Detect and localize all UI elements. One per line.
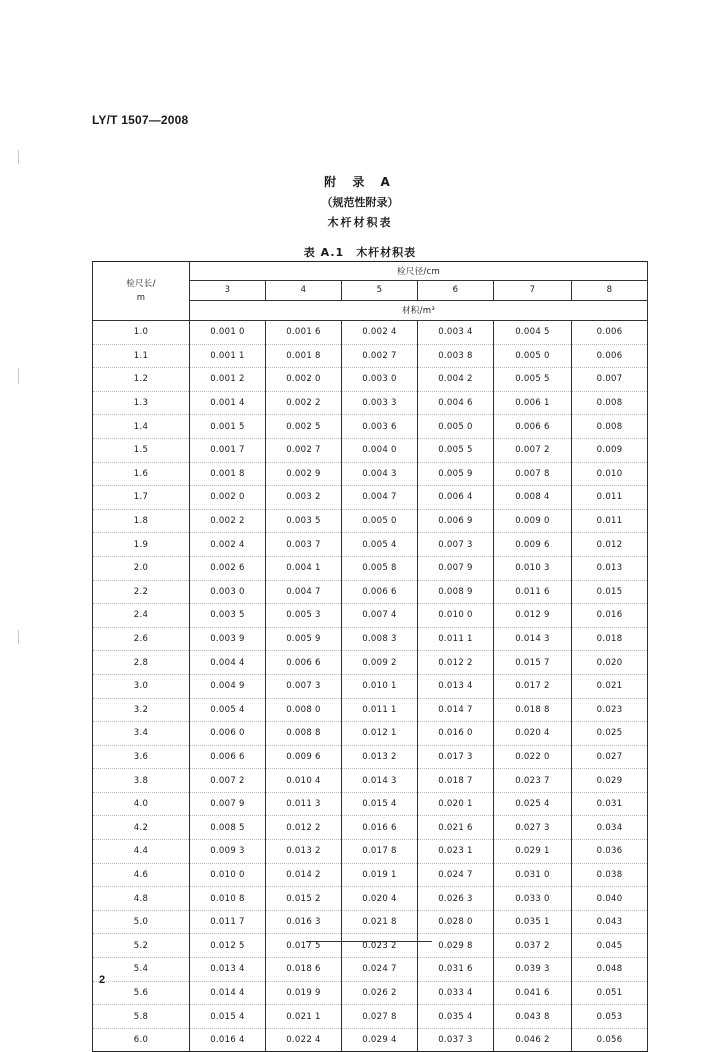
- volume-cell: 0.011 1: [342, 698, 418, 722]
- length-cell: 1.8: [93, 509, 190, 533]
- volume-cell: 0.039 3: [494, 958, 572, 982]
- scan-edge-mark: [18, 630, 19, 644]
- volume-cell: 0.037 3: [418, 1028, 494, 1052]
- volume-cell: 0.013 2: [266, 840, 342, 864]
- volume-cell: 0.020 4: [494, 722, 572, 746]
- table-row: [93, 651, 648, 675]
- volume-cell: 0.001 5: [190, 415, 266, 439]
- volume-cell: 0.015 4: [190, 1005, 266, 1029]
- footnote-rule: [306, 941, 432, 942]
- volume-cell: 0.007 3: [266, 674, 342, 698]
- diameter-col-header: 4: [266, 281, 342, 300]
- volume-cell: 0.022 0: [494, 745, 572, 769]
- volume-cell: 0.004 0: [342, 438, 418, 462]
- table-row: [93, 533, 648, 557]
- diameter-header: 检尺径/cm: [190, 262, 648, 281]
- volume-cell: 0.001 0: [190, 321, 266, 345]
- volume-cell: 0.025 4: [494, 792, 572, 816]
- volume-cell: 0.010 4: [266, 769, 342, 793]
- volume-cell: 0.040: [572, 887, 648, 911]
- volume-cell: 0.012 1: [342, 722, 418, 746]
- volume-cell: 0.001 8: [266, 344, 342, 368]
- volume-cell: 0.003 8: [418, 344, 494, 368]
- volume-cell: 0.015: [572, 580, 648, 604]
- table-row: [93, 792, 648, 816]
- volume-cell: 0.007 2: [494, 438, 572, 462]
- table-row: [93, 840, 648, 864]
- volume-cell: 0.002 0: [266, 368, 342, 392]
- table-row: [93, 698, 648, 722]
- volume-cell: 0.009 2: [342, 651, 418, 675]
- volume-cell: 0.021: [572, 674, 648, 698]
- table-row: [93, 674, 648, 698]
- volume-cell: 0.013 4: [190, 958, 266, 982]
- volume-cell: 0.014 3: [342, 769, 418, 793]
- volume-cell: 0.001 2: [190, 368, 266, 392]
- volume-table: [92, 261, 648, 1052]
- length-cell: 3.2: [93, 698, 190, 722]
- volume-cell: 0.021 6: [418, 816, 494, 840]
- volume-cell: 0.025: [572, 722, 648, 746]
- volume-cell: 0.010 0: [418, 604, 494, 628]
- table-row: [93, 863, 648, 887]
- table-row: [93, 1028, 648, 1052]
- volume-cell: 0.009 6: [494, 533, 572, 557]
- volume-cell: 0.003 2: [266, 486, 342, 510]
- volume-cell: 0.011 6: [494, 580, 572, 604]
- volume-cell: 0.029 4: [342, 1028, 418, 1052]
- volume-cell: 0.038: [572, 863, 648, 887]
- volume-cell: 0.006 6: [190, 745, 266, 769]
- volume-cell: 0.006 1: [494, 391, 572, 415]
- volume-cell: 0.008: [572, 391, 648, 415]
- table-row: [93, 391, 648, 415]
- volume-cell: 0.020 4: [342, 887, 418, 911]
- volume-cell: 0.004 3: [342, 462, 418, 486]
- volume-cell: 0.023 7: [494, 769, 572, 793]
- volume-cell: 0.023 2: [342, 934, 418, 958]
- annex-name: 木杆材积表: [327, 216, 393, 229]
- volume-cell: 0.012 5: [190, 934, 266, 958]
- length-cell: 2.4: [93, 604, 190, 628]
- volume-cell: 0.003 6: [342, 415, 418, 439]
- table-row: [93, 556, 648, 580]
- volume-cell: 0.033 4: [418, 981, 494, 1005]
- volume-cell: 0.008 4: [494, 486, 572, 510]
- diameter-col-header: 3: [190, 281, 266, 300]
- table-row: [93, 415, 648, 439]
- length-cell: 4.0: [93, 792, 190, 816]
- volume-cell: 0.016 3: [266, 910, 342, 934]
- length-cell: 4.6: [93, 863, 190, 887]
- volume-cell: 0.043: [572, 910, 648, 934]
- volume-cell: 0.023: [572, 698, 648, 722]
- volume-cell: 0.045: [572, 934, 648, 958]
- volume-cell: 0.002 0: [190, 486, 266, 510]
- volume-cell: 0.001 1: [190, 344, 266, 368]
- volume-cell: 0.017 2: [494, 674, 572, 698]
- volume-cell: 0.010 3: [494, 556, 572, 580]
- table-row: [93, 1005, 648, 1029]
- volume-cell: 0.035 4: [418, 1005, 494, 1029]
- volume-cell: 0.003 5: [266, 509, 342, 533]
- volume-cell: 0.010 0: [190, 863, 266, 887]
- volume-cell: 0.010: [572, 462, 648, 486]
- volume-cell: 0.027: [572, 745, 648, 769]
- diameter-col-header: 7: [494, 281, 572, 300]
- volume-cell: 0.003 4: [418, 321, 494, 345]
- volume-cell: 0.016: [572, 604, 648, 628]
- volume-cell: 0.003 3: [342, 391, 418, 415]
- volume-cell: 0.035 1: [494, 910, 572, 934]
- volume-cell: 0.012: [572, 533, 648, 557]
- length-cell: 3.0: [93, 674, 190, 698]
- page-number: 2: [99, 974, 106, 986]
- volume-cell: 0.020: [572, 651, 648, 675]
- volume-cell: 0.012 2: [266, 816, 342, 840]
- volume-cell: 0.027 3: [494, 816, 572, 840]
- volume-cell: 0.005 8: [342, 556, 418, 580]
- volume-cell: 0.009 6: [266, 745, 342, 769]
- volume-cell: 0.009 0: [494, 509, 572, 533]
- length-cell: 1.7: [93, 486, 190, 510]
- length-cell: 1.0: [93, 321, 190, 345]
- volume-cell: 0.011: [572, 486, 648, 510]
- volume-cell: 0.021 1: [266, 1005, 342, 1029]
- volume-cell: 0.018 7: [418, 769, 494, 793]
- volume-cell: 0.056: [572, 1028, 648, 1052]
- volume-cell: 0.017 3: [418, 745, 494, 769]
- volume-cell: 0.004 5: [494, 321, 572, 345]
- table-row: [93, 368, 648, 392]
- volume-cell: 0.010 1: [342, 674, 418, 698]
- volume-cell: 0.018 6: [266, 958, 342, 982]
- volume-cell: 0.004 7: [266, 580, 342, 604]
- volume-cell: 0.031 0: [494, 863, 572, 887]
- volume-cell: 0.007 3: [418, 533, 494, 557]
- table-row: [93, 722, 648, 746]
- volume-cell: 0.024 7: [342, 958, 418, 982]
- volume-cell: 0.002 6: [190, 556, 266, 580]
- table-row: [93, 816, 648, 840]
- volume-cell: 0.006 0: [190, 722, 266, 746]
- volume-cell: 0.016 0: [418, 722, 494, 746]
- length-header: [93, 262, 190, 321]
- volume-cell: 0.031 6: [418, 958, 494, 982]
- length-cell: 5.0: [93, 910, 190, 934]
- volume-cell: 0.013 4: [418, 674, 494, 698]
- table-row: [93, 887, 648, 911]
- volume-cell: 0.006 6: [342, 580, 418, 604]
- volume-cell: 0.002 7: [342, 344, 418, 368]
- volume-cell: 0.012 9: [494, 604, 572, 628]
- table-row: [93, 321, 648, 345]
- length-cell: 1.6: [93, 462, 190, 486]
- volume-cell: 0.005 4: [190, 698, 266, 722]
- volume-cell: 0.017 5: [266, 934, 342, 958]
- volume-cell: 0.001 6: [266, 321, 342, 345]
- volume-cell: 0.051: [572, 981, 648, 1005]
- length-cell: 4.8: [93, 887, 190, 911]
- volume-cell: 0.043 8: [494, 1005, 572, 1029]
- volume-cell: 0.020 1: [418, 792, 494, 816]
- annex-title: 附 录 A: [324, 175, 396, 189]
- volume-cell: 0.007 8: [494, 462, 572, 486]
- volume-cell: 0.007 2: [190, 769, 266, 793]
- length-cell: 5.4: [93, 958, 190, 982]
- length-cell: 1.1: [93, 344, 190, 368]
- volume-cell: 0.036: [572, 840, 648, 864]
- volume-cell: 0.014 7: [418, 698, 494, 722]
- length-cell: 1.4: [93, 415, 190, 439]
- length-cell: 2.8: [93, 651, 190, 675]
- volume-cell: 0.002 9: [266, 462, 342, 486]
- length-cell: 2.2: [93, 580, 190, 604]
- volume-cell: 0.018: [572, 627, 648, 651]
- volume-cell: 0.015 2: [266, 887, 342, 911]
- volume-cell: 0.011 7: [190, 910, 266, 934]
- volume-cell: 0.008 3: [342, 627, 418, 651]
- volume-cell: 0.004 9: [190, 674, 266, 698]
- volume-header: 材积/m³: [190, 300, 648, 320]
- volume-cell: 0.005 0: [418, 415, 494, 439]
- volume-cell: 0.008: [572, 415, 648, 439]
- table-caption-label: 表 A.1: [303, 246, 345, 259]
- volume-cell: 0.006 9: [418, 509, 494, 533]
- volume-cell: 0.013 2: [342, 745, 418, 769]
- table-row: [93, 438, 648, 462]
- volume-cell: 0.015 4: [342, 792, 418, 816]
- volume-cell: 0.053: [572, 1005, 648, 1029]
- volume-cell: 0.008 0: [266, 698, 342, 722]
- table-row: [93, 769, 648, 793]
- table-row: [93, 958, 648, 982]
- length-cell: 1.9: [93, 533, 190, 557]
- volume-cell: 0.005 5: [418, 438, 494, 462]
- volume-cell: 0.001 7: [190, 438, 266, 462]
- volume-cell: 0.017 8: [342, 840, 418, 864]
- table-row: [93, 580, 648, 604]
- volume-cell: 0.013: [572, 556, 648, 580]
- volume-cell: 0.005 9: [266, 627, 342, 651]
- volume-cell: 0.006: [572, 344, 648, 368]
- volume-cell: 0.033 0: [494, 887, 572, 911]
- volume-cell: 0.006 6: [266, 651, 342, 675]
- volume-cell: 0.028 0: [418, 910, 494, 934]
- volume-cell: 0.008 5: [190, 816, 266, 840]
- table-row: [93, 486, 648, 510]
- length-cell: 5.6: [93, 981, 190, 1005]
- volume-cell: 0.004 6: [418, 391, 494, 415]
- volume-cell: 0.009: [572, 438, 648, 462]
- volume-cell: 0.010 8: [190, 887, 266, 911]
- volume-cell: 0.004 2: [418, 368, 494, 392]
- diameter-col-header: 8: [572, 281, 648, 300]
- table-row: [93, 462, 648, 486]
- volume-cell: 0.011: [572, 509, 648, 533]
- volume-cell: 0.005 9: [418, 462, 494, 486]
- volume-cell: 0.011 1: [418, 627, 494, 651]
- length-cell: 1.3: [93, 391, 190, 415]
- volume-cell: 0.001 4: [190, 391, 266, 415]
- volume-cell: 0.026 3: [418, 887, 494, 911]
- volume-cell: 0.002 5: [266, 415, 342, 439]
- volume-cell: 0.007 4: [342, 604, 418, 628]
- volume-cell: 0.048: [572, 958, 648, 982]
- length-cell: 5.2: [93, 934, 190, 958]
- table-row: [93, 745, 648, 769]
- length-cell: 4.4: [93, 840, 190, 864]
- table-row: [93, 910, 648, 934]
- diameter-col-header: 6: [418, 281, 494, 300]
- length-cell: 1.5: [93, 438, 190, 462]
- scan-edge-mark: [18, 368, 19, 384]
- volume-cell: 0.007 9: [418, 556, 494, 580]
- table-row: [93, 344, 648, 368]
- volume-cell: 0.008 8: [266, 722, 342, 746]
- volume-cell: 0.002 7: [266, 438, 342, 462]
- volume-cell: 0.002 2: [266, 391, 342, 415]
- volume-cell: 0.034: [572, 816, 648, 840]
- volume-cell: 0.006 6: [494, 415, 572, 439]
- volume-cell: 0.026 2: [342, 981, 418, 1005]
- volume-cell: 0.001 8: [190, 462, 266, 486]
- length-cell: 1.2: [93, 368, 190, 392]
- annex-subtitle: （规范性附录）: [321, 196, 399, 209]
- table-caption: [0, 244, 720, 260]
- volume-cell: 0.014 2: [266, 863, 342, 887]
- length-header-label: 检尺长/ m: [126, 279, 156, 303]
- volume-cell: 0.008 9: [418, 580, 494, 604]
- volume-cell: 0.003 0: [342, 368, 418, 392]
- volume-cell: 0.006: [572, 321, 648, 345]
- volume-cell: 0.003 0: [190, 580, 266, 604]
- volume-cell: 0.005 4: [342, 533, 418, 557]
- volume-cell: 0.004 7: [342, 486, 418, 510]
- table-row: [93, 509, 648, 533]
- table-row: [93, 604, 648, 628]
- standard-code: LY/T 1507—2008: [92, 113, 189, 127]
- volume-cell: 0.007 9: [190, 792, 266, 816]
- volume-cell: 0.022 4: [266, 1028, 342, 1052]
- diameter-col-header: 5: [342, 281, 418, 300]
- volume-cell: 0.018 8: [494, 698, 572, 722]
- volume-cell: 0.003 5: [190, 604, 266, 628]
- length-cell: 2.6: [93, 627, 190, 651]
- length-cell: 3.8: [93, 769, 190, 793]
- volume-cell: 0.014 3: [494, 627, 572, 651]
- volume-cell: 0.015 7: [494, 651, 572, 675]
- volume-cell: 0.004 1: [266, 556, 342, 580]
- length-cell: 3.4: [93, 722, 190, 746]
- volume-cell: 0.019 1: [342, 863, 418, 887]
- volume-cell: 0.005 0: [494, 344, 572, 368]
- table-caption-title: 木杆材积表: [356, 246, 417, 259]
- volume-cell: 0.041 6: [494, 981, 572, 1005]
- length-cell: 2.0: [93, 556, 190, 580]
- volume-cell: 0.006 4: [418, 486, 494, 510]
- volume-cell: 0.002 4: [190, 533, 266, 557]
- scan-edge-mark: [18, 150, 19, 164]
- volume-cell: 0.009 3: [190, 840, 266, 864]
- volume-cell: 0.016 4: [190, 1028, 266, 1052]
- length-cell: 6.0: [93, 1028, 190, 1052]
- length-cell: 5.8: [93, 1005, 190, 1029]
- volume-cell: 0.012 2: [418, 651, 494, 675]
- volume-cell: 0.004 4: [190, 651, 266, 675]
- volume-cell: 0.011 3: [266, 792, 342, 816]
- volume-cell: 0.016 6: [342, 816, 418, 840]
- volume-cell: 0.021 8: [342, 910, 418, 934]
- volume-cell: 0.005 0: [342, 509, 418, 533]
- volume-cell: 0.023 1: [418, 840, 494, 864]
- volume-cell: 0.002 4: [342, 321, 418, 345]
- volume-cell: 0.014 4: [190, 981, 266, 1005]
- volume-cell: 0.005 5: [494, 368, 572, 392]
- table-row: [93, 934, 648, 958]
- volume-cell: 0.029 1: [494, 840, 572, 864]
- volume-cell: 0.019 9: [266, 981, 342, 1005]
- volume-cell: 0.037 2: [494, 934, 572, 958]
- volume-cell: 0.027 8: [342, 1005, 418, 1029]
- length-cell: 4.2: [93, 816, 190, 840]
- volume-cell: 0.002 2: [190, 509, 266, 533]
- length-cell: 3.6: [93, 745, 190, 769]
- table-row: [93, 981, 648, 1005]
- volume-cell: 0.007: [572, 368, 648, 392]
- volume-cell: 0.003 7: [266, 533, 342, 557]
- volume-cell: 0.005 3: [266, 604, 342, 628]
- volume-cell: 0.029: [572, 769, 648, 793]
- volume-cell: 0.024 7: [418, 863, 494, 887]
- volume-cell: 0.046 2: [494, 1028, 572, 1052]
- volume-cell: 0.003 9: [190, 627, 266, 651]
- volume-cell: 0.029 8: [418, 934, 494, 958]
- volume-cell: 0.031: [572, 792, 648, 816]
- table-row: [93, 627, 648, 651]
